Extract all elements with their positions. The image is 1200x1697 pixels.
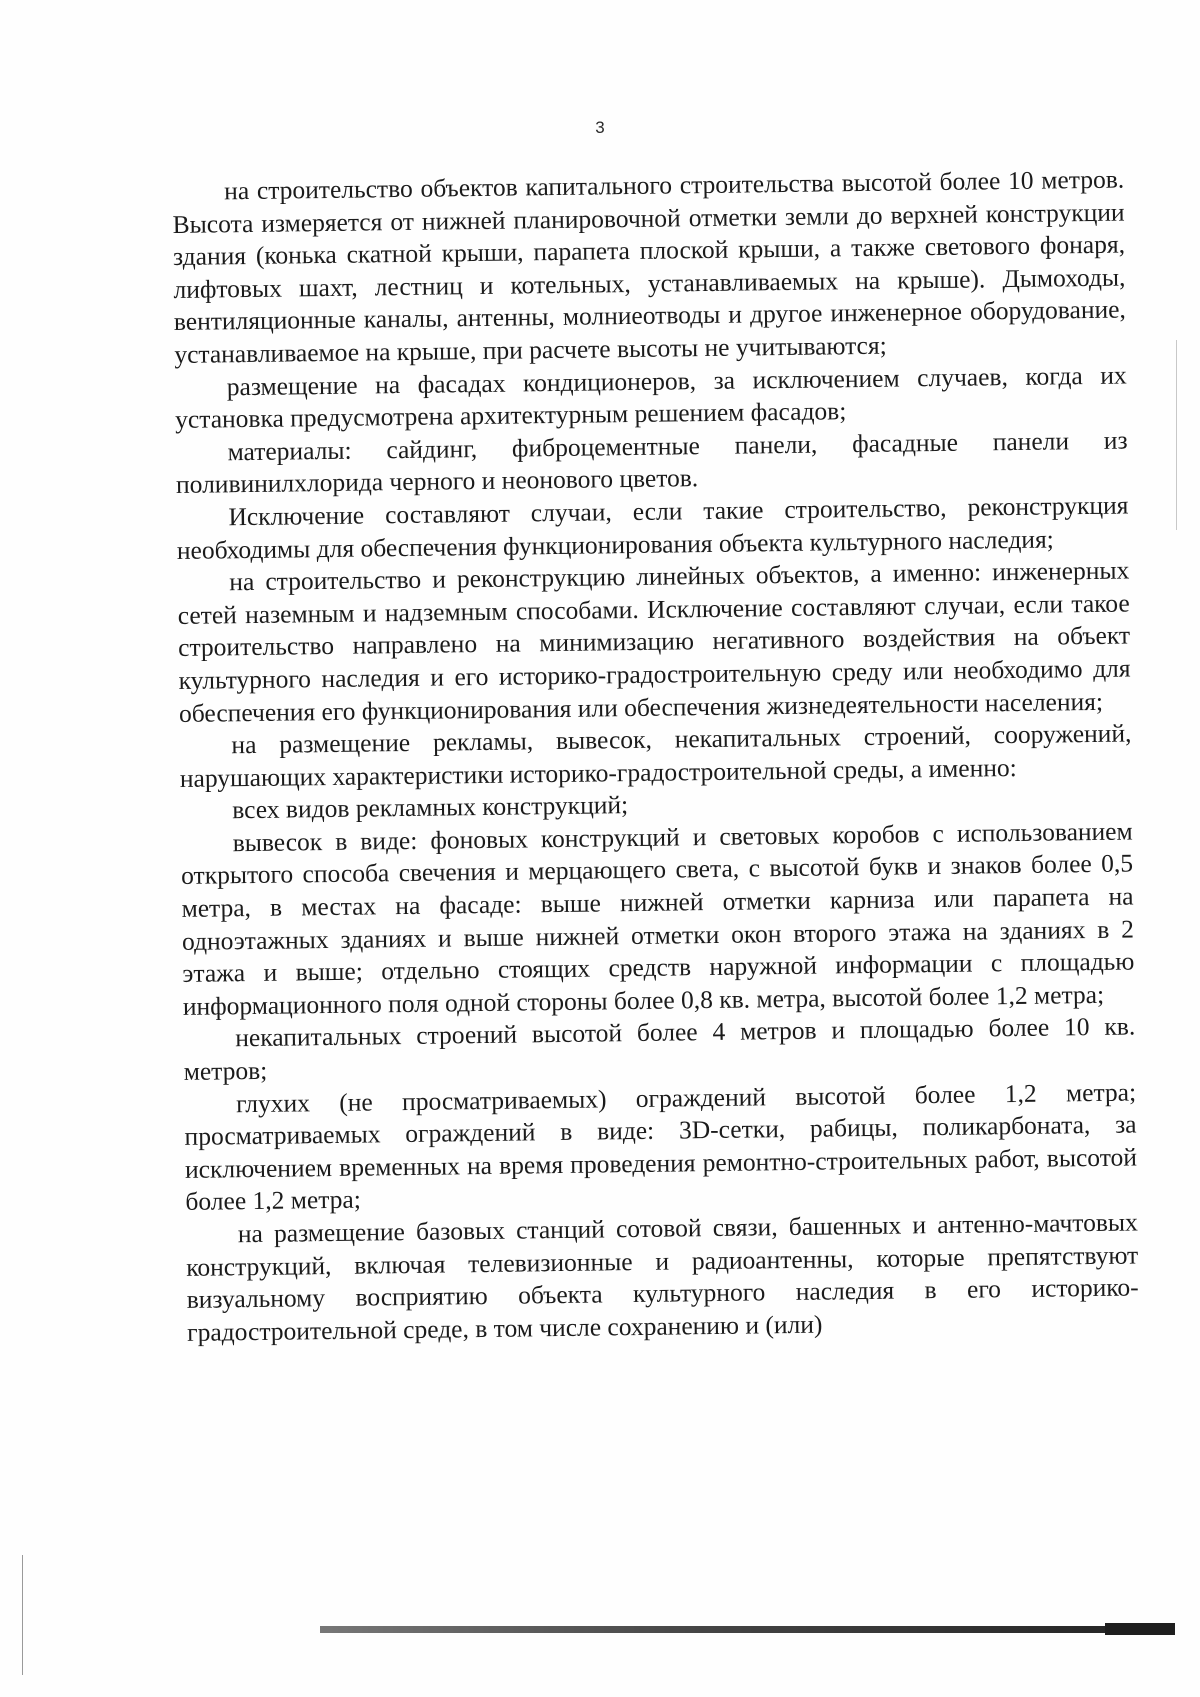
scan-edge-mark-left [22,1555,23,1675]
paragraph-base-stations: на размещение базовых станций сотовой связи, башенных и антенно-мачтовых конструкций, включая телевизионные и радиоантенны, которые препятствуют визуальному восприятию объекта культурного наследия в его историко-градостроительной среде, в том числе сохранению и (или) [186,1207,1139,1347]
paragraph-height-limit: на строительство объектов капитального строительства высотой более 10 метров. Высота измеряется от нижней планировочной отметки земли до верхней конструкции здания (конька скатной крыши, парапета плоской крыши, а также светового фонаря, лифтовых шахт, лестниц и котельных, устанавливаемых на крыше). Дымоходы, вентиляционные каналы, антенны, молниеотводы и другое инженерное оборудование, устанавливаемое на крыше, при расчете высоты не учитываются; [172,164,1127,369]
paragraph-fences: глухих (не просматриваемых) ограждений высотой более 1,2 метра; просматриваемых ограждений в виде: 3D-сетки, рабицы, поликарбоната, за исключением временных на время проведения ремонтно-строительных работ, высотой более 1,2 метра; [184,1077,1138,1217]
scan-edge-shadow-bottom [320,1626,1175,1633]
paragraph-exception-heritage: Исключение составляют случаи, если такие строительство, реконструкция необходимы для обеспечения функционирования объекта культурного наследия; [176,490,1129,565]
paragraph-linear-objects: на строительство и реконструкцию линейных объектов, а именно: инженерных сетей наземным и надземным способами. Исключение составляют случаи, если такое строительство направлено на минимизацию негативного воздействия на объект культурного наследия и его историко-градостроительную среду или необходимо для обеспечения его функционирования или обеспечения жизнедеятельности населения; [177,555,1131,728]
paragraph-air-conditioners: размещение на фасадах кондиционеров, за исключением случаев, когда их установка предусмотрена архитектурным решением фасадов; [174,360,1127,435]
document-body [172,164,1139,1350]
paragraph-nonpermanent-buildings: некапитальных строений высотой более 4 метров и площадью более 10 кв. метров; [183,1011,1136,1086]
paragraph-signboards: вывесок в виде: фоновых конструкций и световых коробов с использованием открытого способа свечения и мерцающего света, с высотой букв и знаков более 0,5 метра, в местах на фасаде: выше нижней отметки карниза или парапета на одноэтажных зданиях и выше нижней отметки окон второго этажа на зданиях в 2 этажа и выше; отдельно стоящих средств наружной информации с площадью информационного поля одной стороны более 0,8 кв. метра, высотой более 1,2 метра; [180,816,1135,1021]
paragraph-ad-structures: всех видов рекламных конструкций; [232,790,629,825]
scan-edge-mark-right [1176,340,1177,530]
paragraph-advertising: на размещение рекламы, вывесок, некапитальных строений, сооружений, нарушающих характеристики историко-градостроительной среды, а именно: [179,718,1132,793]
paragraph-materials: материалы: сайдинг, фиброцементные панели, фасадные панели из поливинилхлорида черного и неонового цветов. [175,425,1128,500]
page-number: 3 [595,118,605,137]
